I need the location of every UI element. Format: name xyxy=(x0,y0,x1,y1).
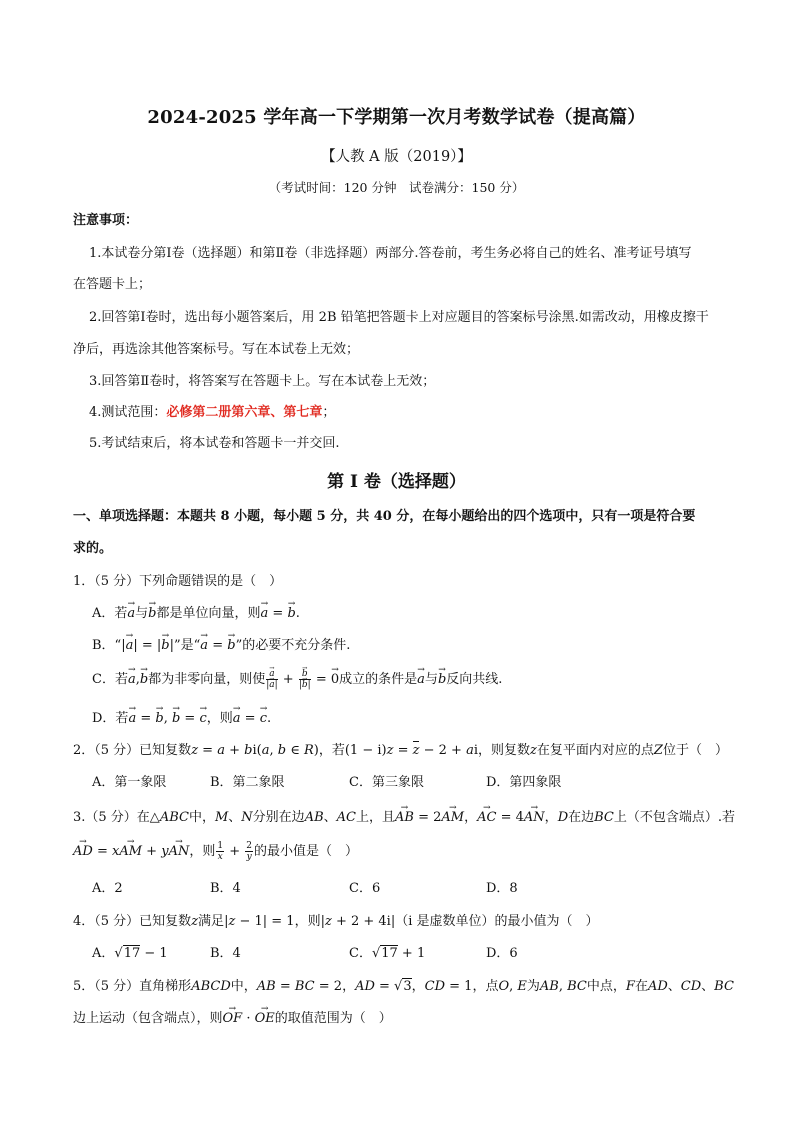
notice-item-4-prefix: 4.测试范围： xyxy=(89,405,167,420)
section-title: 第 I 卷（选择题） xyxy=(327,472,466,492)
q4-option-d: D．6 xyxy=(486,946,518,961)
q4-option-b: B．4 xyxy=(210,946,241,961)
section-instructions: 一、单项选择题：本题共 8 小题，每小题 5 分，共 40 分，在每小题给出的四个选项中，只有一项是符合要 xyxy=(73,509,696,524)
q3-option-d: D．8 xyxy=(486,881,518,896)
notice-item-4-scope: 必修第二册第六章、第七章 xyxy=(166,405,323,420)
q2-option-a: A．第一象限 xyxy=(92,775,167,790)
notice-item-1: 1.本试卷分第Ⅰ卷（选择题）和第Ⅱ卷（非选择题）两部分.答卷前，考生务必将自己的姓名、准考证号填写 xyxy=(89,246,692,261)
notice-item-2-cont: 净后，再选涂其他答案标号。写在本试卷上无效； xyxy=(73,342,360,357)
q1-stem: 1．（5 分）下列命题错误的是（ ） xyxy=(73,574,283,589)
q2-option-b: B．第二象限 xyxy=(210,775,285,790)
q4-stem: 4．（5 分）已知复数z满足|z − 1| = 1，则|z + 2 + 4i|（i 是虚数单位）的最小值为（ ） xyxy=(73,914,599,929)
q1-option-a: A．若→ a与→ b都是单位向量，则→ a = → b. xyxy=(92,602,300,621)
notice-item-5: 5.考试结束后，将本试卷和答题卡一并交回. xyxy=(89,436,340,451)
q3-stem-cont: → AD = x→ AM + y→ AN，则 $\frac{1}{x}$ + $\frac{2}{y}$ 的最小值是（ ） xyxy=(73,840,358,862)
q5-stem-cont: 边上运动（包含端点），则→ OF · → OE的取值范围为（ ） xyxy=(73,1007,392,1026)
q1-option-c: C．若→ a,→ b都为非零向量，则使 → $\frac{a}{|\to a|}$ + → $\frac{b}{|\to b|}$ = → 0成立的条件是→ a与→ b反向共线. xyxy=(92,668,502,690)
q4-option-c: C．√17 + 1 xyxy=(349,946,426,961)
exam-time-info: （考试时间：120 分钟 试卷满分：150 分） xyxy=(268,180,525,195)
q5-stem: 5．（5 分）直角梯形ABCD中，AB = BC = 2，AD = √3，CD = 1，点O, E为AB, BC中点，F在AD、CD、BC xyxy=(73,979,734,994)
exam-edition: 【人教 A 版（2019）】 xyxy=(321,149,472,165)
q3-option-c: C．6 xyxy=(349,881,381,896)
q1-option-d: D．若→ a = → b, → b = → c，则→ a = → c. xyxy=(92,707,271,726)
q4-option-a: A．√17 − 1 xyxy=(92,946,168,961)
notice-item-1-cont: 在答题卡上； xyxy=(73,277,152,292)
q1-option-b: B．“|→ a| = |→ b|”是“→ a = → b”的必要不充分条件. xyxy=(92,634,350,653)
notice-item-4-suffix: ； xyxy=(322,405,336,420)
section-instructions-cont: 求的。 xyxy=(73,541,113,556)
q2-option-c: C．第三象限 xyxy=(349,775,424,790)
q3-stem: 3.（5 分）在△ABC中，M、N分别在边AB、AC上，且→ AB = 2→ AM，→ AC = 4→ AN，D在边BC上（不包含端点）.若 xyxy=(73,806,735,825)
notice-item-3: 3.回答第Ⅱ卷时，将答案写在答题卡上。写在本试卷上无效； xyxy=(89,374,436,389)
q2-option-d: D．第四象限 xyxy=(486,775,562,790)
notice-item-2: 2.回答第Ⅰ卷时，选出每小题答案后，用 2B 铅笔把答题卡上对应题目的答案标号涂黑.如需改动，用橡皮擦干 xyxy=(89,310,709,325)
q3-option-a: A．2 xyxy=(92,881,123,896)
exam-title: 2024-2025 学年高一下学期第一次月考数学试卷（提高篇） xyxy=(147,107,646,128)
notice-heading: 注意事项： xyxy=(73,213,139,228)
notice-item-4 xyxy=(89,401,335,420)
q3-option-b: B．4 xyxy=(210,881,241,896)
q2-stem: 2．（5 分）已知复数z = a + bi(a, b ∈ R)，若(1 − i)z = z − 2 + ai，则复数z在复平面内对应的点Z位于（ ） xyxy=(73,743,728,758)
